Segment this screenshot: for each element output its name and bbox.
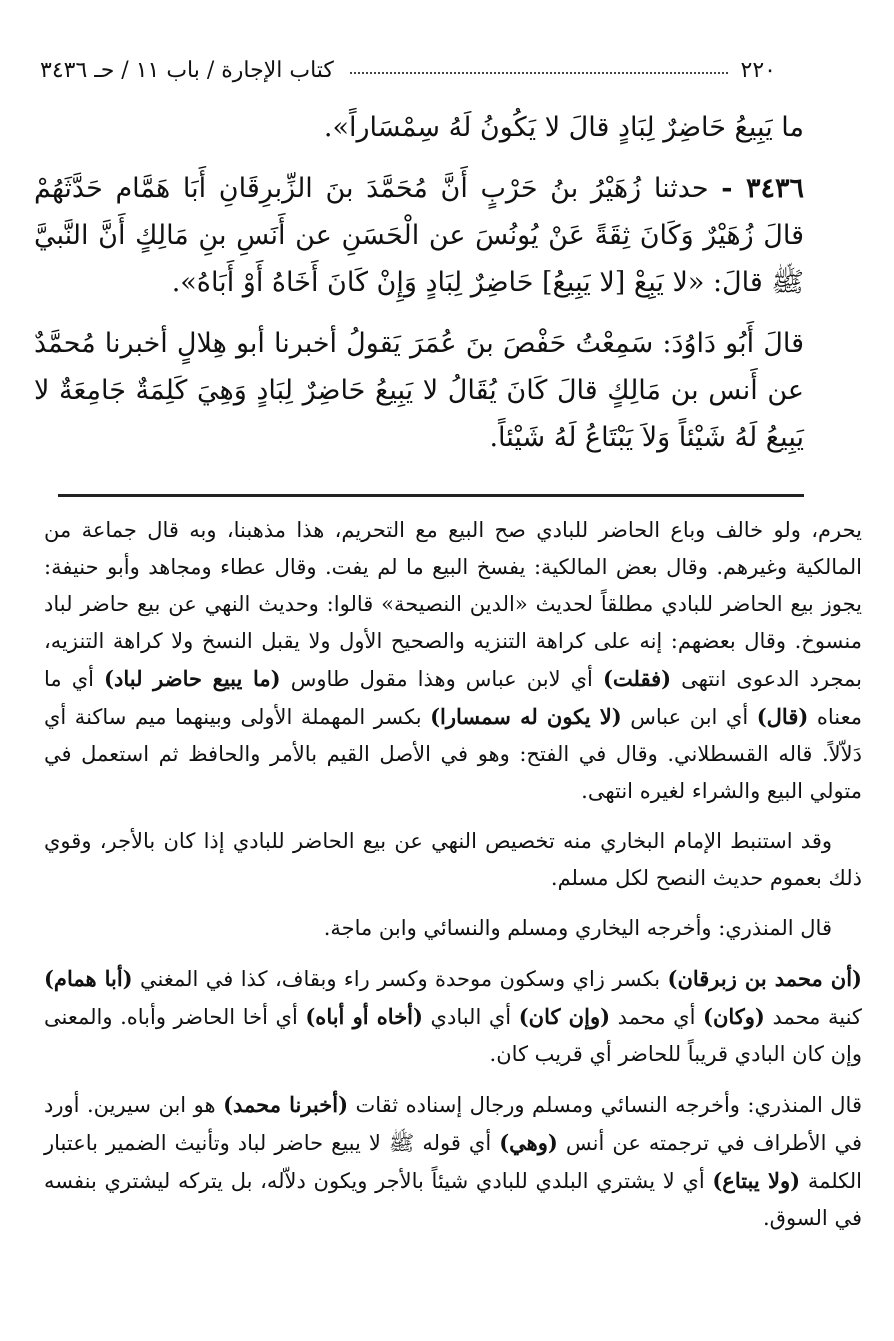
commentary-text: هو ابن سيرين. أورد في الأطراف في ترجمته عن أنس — [44, 1093, 862, 1155]
commentary-text: بكسر المهملة الأولى وبينهما ميم ساكنة أي دَلاّلاً. قاله القسطلاني. وقال في الفتح: وهو في الأصل القيم بالأمر والحافظ ثم استعمل في متولي البيع والشراء لغيره انتهى. — [44, 705, 862, 803]
running-title: كتاب الإجارة / باب ١١ / حـ ٣٤٣٦ — [40, 58, 334, 83]
commentary-text: أي لا يشتري البلدي للبادي شيئاً بالأجر ويكون دلاّله، بل يتركه ليشتري بنفسه في السوق. — [44, 1169, 862, 1230]
header-dotted-leader — [350, 72, 728, 74]
commentary-bold: (أخاه أو أباه) — [305, 1004, 423, 1029]
commentary-text: أي أخا الحاضر وأباه. والمعنى وإن كان البادي قريباً للحاضر أي قريب كان. — [44, 1005, 862, 1066]
commentary-bold: (قال) — [756, 704, 809, 729]
commentary-text: بكسر زاي وسكون موحدة وكسر راء وبقاف، كذا في المغني — [140, 967, 661, 991]
main-paragraph: ما يَبِيعُ حَاضِرٌ لِبَادٍ قالَ لا يَكُونُ لَهُ سِمْسَاراً». — [323, 112, 804, 143]
commentary-paragraph — [44, 1086, 862, 1237]
commentary-bold: (ما يبيع حاضر لباد) — [104, 666, 281, 691]
commentary-bold: (ولا يبتاع) — [712, 1168, 801, 1193]
commentary-bold: (أن محمد بن زبرقان) — [667, 966, 862, 991]
commentary-bold: (فقلت) — [602, 666, 672, 691]
commentary-paragraph — [44, 960, 862, 1073]
commentary-bold: (لا يكون له سمسارا) — [430, 704, 622, 729]
commentary-text: قال المنذري: وأخرجه النسائي ومسلم ورجال إسناده ثقات — [355, 1093, 862, 1117]
page-number: ٢٢٠ — [740, 58, 776, 83]
commentary-bold: (وإن كان) — [518, 1004, 611, 1029]
commentary-text: يحرم، ولو خالف وباع الحاضر للبادي صح البيع مع التحريم، هذا مذهبنا، وبه قال جماعة من المالكية وغيرهم. وقال بعض المالكية: يفسخ البيع ما لم يفت. وقال عطاء ومجاهد وأبو حنيفة: يجوز بيع الحاضر للبادي مطلقاً لحديث «الدين النصيحة» قالوا: وحديث النهي عن بيع حاضر لباد منسوخ. وقال بعضهم: إنه على كراهة التنزيه والصحيح الأول ولا يقبل النسخ ولا كراهة التنزيه، بمجرد الدعوى انتهى — [44, 518, 862, 691]
commentary-bold: (أبا همام) — [44, 966, 133, 991]
commentary-text: أي لابن عباس وهذا مقول طاوس — [290, 667, 593, 691]
hadith-paragraph — [34, 165, 804, 306]
commentary-text: أي محمد — [617, 1005, 696, 1029]
commentary-text: أي ابن عباس — [630, 705, 749, 729]
hadith-body: حدثنا زُهَيْرُ بنُ حَرْبٍ أَنَّ مُحَمَّدَ بنَ الزِّبرِقَانِ أَبَا هَمَّام حَدَّثَهُمْ قالَ زُهَيْرٌ وَكَانَ ثِقَةً عَنْ يُونُسَ عن الْحَسَنِ عن أَنَسِ بنِ مَالِكٍ أَنَّ النَّبيَّ ﷺ قالَ: «لا يَبِعْ [لا يَبِيعُ] حَاضِرٌ لِبَادٍ وَإِنْ كَانَ أَخَاهُ أَوْ أَبَاهُ». — [34, 173, 804, 298]
abu-dawud-paragraph: قالَ أَبُو دَاوُدَ: سَمِعْتُ حَفْصَ بنَ عُمَرَ يَقولُ أخبرنا أبو هِلالٍ أخبرنا مُحمَّدٌ عن أَنس بن مَالِكٍ قالَ كَانَ يُقَالُ لا يَبِيعُ حَاضِرٌ لِبَادٍ وَهِيَ كَلِمَةٌ جَامِعَةٌ لا يَبِيعُ لَهُ شَيْئاً وَلاَ يَبْتَاعُ لَهُ شَيْئاً. — [34, 328, 804, 453]
commentary-text: أي ما معناه — [44, 667, 862, 729]
commentary-text: أي قوله ﷺ لا يبيع حاضر لباد وتأنيث الضمير باعتبار الكلمة — [44, 1131, 862, 1193]
commentary-bold: (وهي) — [499, 1130, 558, 1155]
commentary-paragraph: قال المنذري: وأخرجه اليخاري ومسلم والنسائي وابن ماجة. — [323, 916, 832, 940]
hadith-number: ٣٤٣٦ - — [721, 173, 804, 204]
hadith-text — [34, 104, 804, 475]
footnote-separator — [58, 494, 804, 497]
commentary-text: أي البادي — [430, 1005, 512, 1029]
commentary-paragraph: وقد استنبط الإمام البخاري منه تخصيص النهي عن بيع الحاضر للبادي إذا كان بالأجر، وقوي ذلك بعموم حديث النصح لكل مسلم. — [44, 829, 862, 890]
commentary-paragraph — [44, 512, 862, 810]
commentary-bold: (أخبرنا محمد) — [223, 1092, 349, 1117]
commentary-bold: (وكان) — [703, 1004, 765, 1029]
commentary-text: كنية محمد — [772, 1005, 862, 1029]
page-header — [40, 58, 776, 90]
commentary — [44, 512, 862, 1250]
